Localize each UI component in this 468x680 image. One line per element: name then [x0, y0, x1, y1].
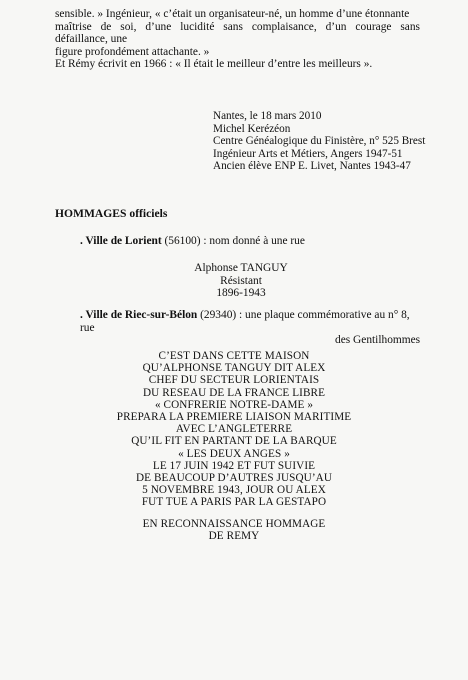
intro-line-1: sensible. » Ingénieur, « c’était un organisateur-né, un homme d’une étonnante [55, 8, 410, 20]
plaque-line: « LES DEUX ANGES » [178, 447, 290, 460]
lorient-code: (56100) [161, 235, 201, 247]
plaque-line: QU’ALPHONSE TANGUY DIT ALEX [142, 362, 326, 375]
intro-line-3: figure profondément attachante. » [55, 45, 210, 58]
riec-desc-2: des Gentilhommes [335, 334, 421, 347]
plaque-inscription [0, 350, 468, 542]
signature-place-date: Nantes, le 18 mars 2010 [213, 110, 322, 122]
plaque-line: FUT TUE A PARIS PAR LA GESTAPO [141, 496, 327, 509]
riec-code: (29340) [197, 309, 237, 321]
plaque-line: « CONFRERIE NOTRE-DAME » [154, 398, 314, 411]
signature-org: Centre Généalogique du Finistère, n° 525 Brest [213, 135, 426, 148]
plaque-line: DU RESEAU DE LA FRANCE LIBRE [142, 386, 326, 399]
intro-line-4: Et Rémy écrivit en 1966 : « Il était le meilleur d’entre les meilleurs ». [55, 58, 373, 71]
plaque-line: DE BEAUCOUP D’AUTRES JUSQU’AU [135, 472, 333, 485]
plaque-line: CHEF DU SECTEUR LORIENTAIS [148, 374, 320, 387]
plaque-end-line: EN RECONNAISSANCE HOMMAGE [142, 517, 326, 530]
lorient-desc: : nom donné à une rue [200, 235, 305, 247]
lorient-label: . Ville de Lorient [80, 235, 162, 247]
street-name-block [7, 262, 468, 300]
hommages-heading: HOMMAGES officiels [55, 207, 168, 220]
signature-title-1: Ingénieur Arts et Métiers, Angers 1947-51 [213, 147, 403, 160]
riec-desc: : une plaque commémorative au n° 8, rue [80, 309, 410, 334]
plaque-line: LE 17 JUIN 1942 ET FUT SUIVIE [152, 459, 316, 472]
plaque-gap [0, 509, 468, 518]
street-years: 1896-1943 [216, 287, 266, 300]
hommage-lorient [80, 235, 305, 248]
plaque-line: C’EST DANS CETTE MAISON [158, 350, 310, 362]
plaque-line: QU’IL FIT EN PARTANT DE LA BARQUE [131, 435, 337, 448]
riec-label: . Ville de Riec-sur-Bélon [80, 309, 198, 321]
intro-line-2: maîtrise de soi, d’une lucidité sans complaisance, d’un courage sans défaillance, une [55, 20, 420, 46]
plaque-line: 5 NOVEMBRE 1943, JOUR OU ALEX [142, 484, 326, 497]
intro-paragraph [55, 8, 420, 71]
plaque-end-line: DE REMY [208, 529, 260, 542]
signature-block [213, 110, 425, 173]
hommage-riec [80, 309, 425, 347]
signature-name: Michel Kerézéon [213, 122, 291, 135]
plaque-line: AVEC L’ANGLETERRE [175, 423, 293, 436]
street-role: Résistant [220, 274, 262, 287]
plaque-line: PREPARA LA PREMIERE LIAISON MARITIME [116, 411, 352, 424]
street-name: Alphonse TANGUY [194, 262, 288, 274]
signature-title-2: Ancien élève ENP E. Livet, Nantes 1943-47 [213, 160, 411, 173]
